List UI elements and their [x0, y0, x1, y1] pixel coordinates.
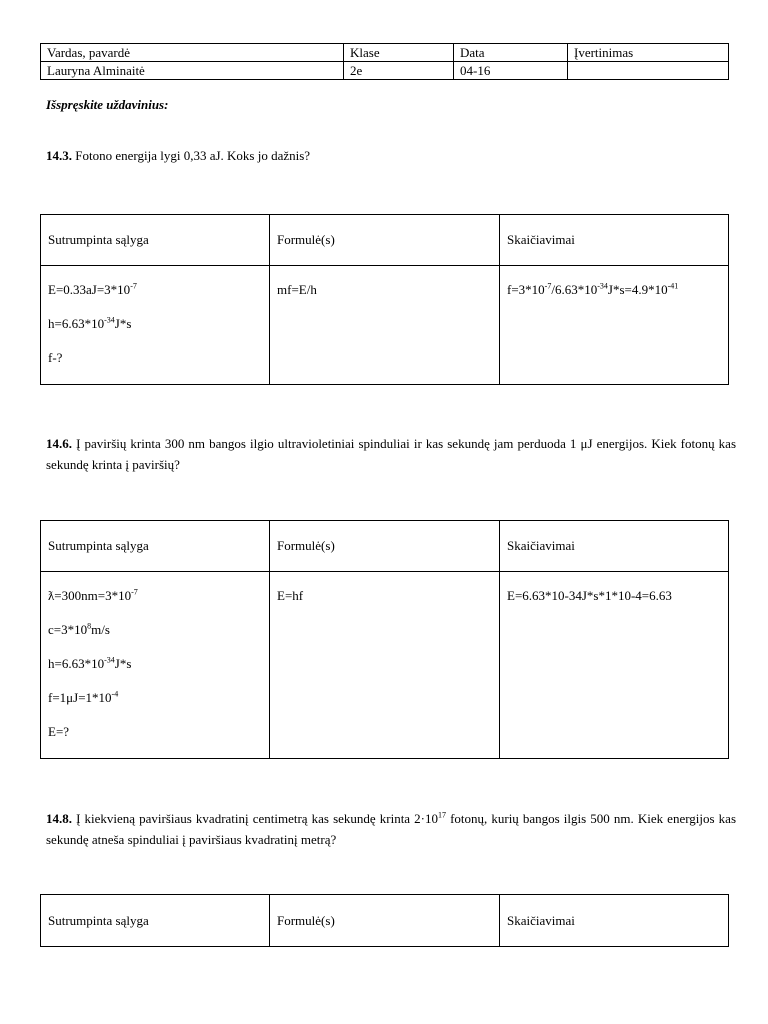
col-calc: Skaičiavimai [500, 895, 729, 947]
calc-cell [500, 266, 729, 385]
task-table-header-row [41, 215, 729, 266]
formula-cell: mf=E/h [270, 266, 500, 385]
header-class: Klase [344, 44, 454, 62]
student-info-header-row [41, 44, 729, 62]
task-number: 14.3. [46, 148, 72, 163]
student-info-table [40, 43, 729, 80]
task-table-body-row [41, 572, 729, 759]
value-class: 2e [344, 62, 454, 80]
given-line: $E=0.33aJ=3*10^{-7}$ [48, 281, 137, 297]
given-line: f-? [48, 350, 63, 365]
header-name: Vardas, pavardė [41, 44, 344, 62]
task-number: 14.6. [46, 436, 72, 451]
col-calc: Skaičiavimai [500, 215, 729, 266]
value-date: 04-16 [454, 62, 568, 80]
value-name: Lauryna Alminaitė [41, 62, 344, 80]
given-line: $f=1\mu J=1*10^{-4}$ [48, 689, 119, 705]
task-14-8-question: 14.8. Į kiekvieną paviršiaus kvadratinį centimetrą kas sekundę krinta $2\cdot 10^{17}$ fotonų, kurių bangos ilgis 500 nm. Kiek energijos kas sekundę atneša spinduliai į paviršiaus kvadratinį metrą? [46, 810, 737, 847]
task-text: Į paviršių krinta 300 nm bangos ilgio ultravioletiniai spinduliai ir kas sekundę jam perduoda 1 μJ energijos. Kiek fotonų kas sekundę krinta į paviršių? [46, 436, 737, 472]
task-table-header-row [41, 521, 729, 572]
task-14-8-table [40, 894, 729, 947]
given-cell [41, 266, 270, 385]
given-line: $h=6.63*10^{-34}J*s$ [48, 655, 132, 671]
col-given: Sutrumpinta sąlyga [41, 215, 270, 266]
col-formula: Formulė(s) [270, 215, 500, 266]
calc-line: $f=3*10^{-7}/6.63*10^{-34}J*s=4.9*10^{-41}$ [507, 281, 679, 297]
header-date: Data [454, 44, 568, 62]
task-14-3-table [40, 214, 729, 385]
given-line: $ƛ=300nm=3*10^{-7}$ [48, 587, 138, 603]
value-grade [568, 62, 729, 80]
given-line: E=? [48, 724, 70, 739]
given-line: $c=3*10^8m/s$ [48, 621, 110, 637]
task-table-header-row [41, 895, 729, 947]
student-info-value-row [41, 62, 729, 80]
task-14-6-question [46, 433, 736, 475]
given-line: $h=6.63*10^{-34}J*s$ [48, 315, 132, 331]
calc-cell: E=6.63*10-34J*s*1*10-4=6.63 [500, 572, 729, 759]
col-calc: Skaičiavimai [500, 521, 729, 572]
header-grade: Įvertinimas [568, 44, 729, 62]
formula-cell: E=hf [270, 572, 500, 759]
col-formula: Formulė(s) [270, 895, 500, 947]
task-text: Fotono energija lygi 0,33 aJ. Koks jo dažnis? [75, 148, 311, 163]
task-14-3-question [46, 145, 736, 166]
task-number: 14.8. [46, 811, 72, 826]
instruction: Išspręskite uždavinius: [46, 97, 169, 112]
given-cell [41, 572, 270, 759]
task-table-body-row [41, 266, 729, 385]
col-given: Sutrumpinta sąlyga [41, 521, 270, 572]
col-given: Sutrumpinta sąlyga [41, 895, 270, 947]
task-14-6-table [40, 520, 729, 759]
col-formula: Formulė(s) [270, 521, 500, 572]
